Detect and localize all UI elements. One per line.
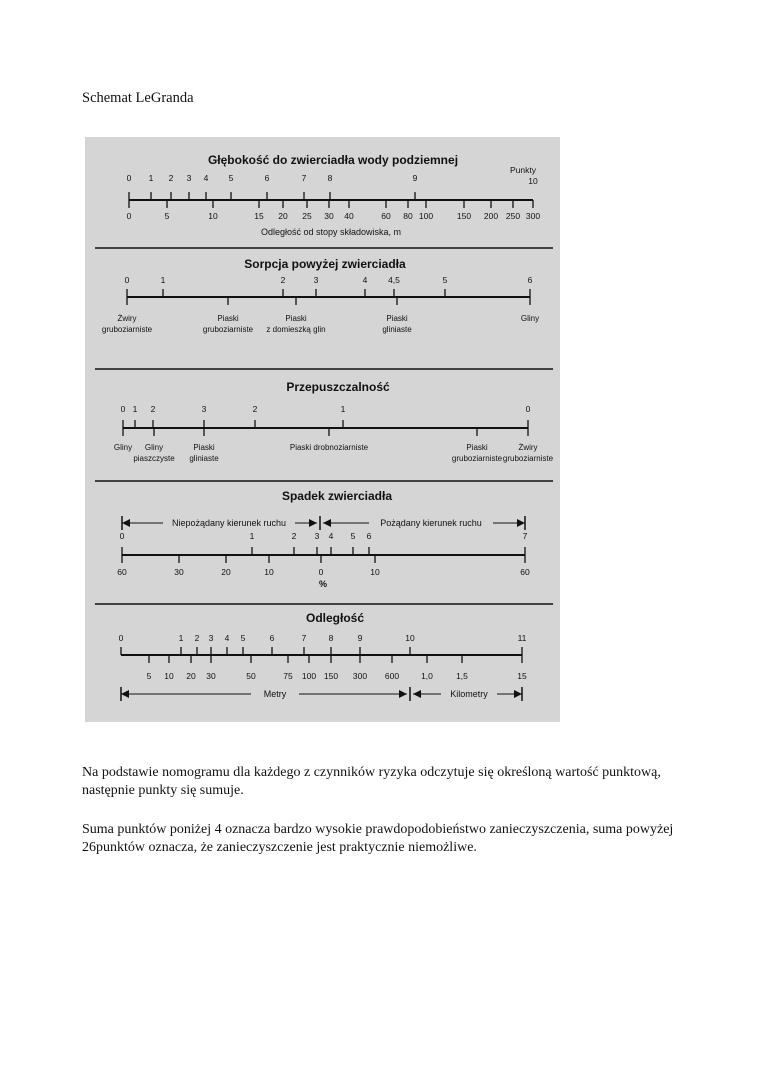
s2-top-label: 0 xyxy=(124,275,130,285)
s2-material-label: gruboziarniste xyxy=(101,325,153,334)
s4-title: Spadek zwierciadła xyxy=(281,489,393,503)
s1-top-label: 3 xyxy=(186,173,192,183)
s4-bottom-label: 30 xyxy=(174,567,184,577)
s4-top-label: 5 xyxy=(350,531,356,541)
s4-top-label: 2 xyxy=(291,531,297,541)
s2-material-label: Piaski xyxy=(386,314,408,323)
s5-bottom-label: 300 xyxy=(352,671,368,681)
s1-top-label: 6 xyxy=(264,173,270,183)
s1-top-label: 0 xyxy=(126,173,132,183)
s3-material-label: gruboziarniste xyxy=(451,454,503,463)
s1-bottom-label: 25 xyxy=(302,211,312,221)
s3-material-label: Gliny xyxy=(144,443,164,452)
s5-top-label: 10 xyxy=(405,633,415,643)
figure-background xyxy=(85,137,560,722)
s2-material-label: gliniaste xyxy=(382,325,412,334)
s5-bottom-label: 15 xyxy=(517,671,527,681)
s4-top-label: 3 xyxy=(314,531,320,541)
s4-bottom-label: 60 xyxy=(520,567,530,577)
s5-top-label: 6 xyxy=(269,633,275,643)
s5-bottom-label: 600 xyxy=(384,671,400,681)
s5-top-label: 4 xyxy=(224,633,230,643)
s4-left-arrow-label: Niepożądany kierunek ruchu xyxy=(171,518,287,528)
s2-top-label: 3 xyxy=(313,275,319,285)
s3-material-label: Żwiry xyxy=(518,443,538,452)
s3-material-label: Gliny xyxy=(113,443,133,452)
s2-top-label: 2 xyxy=(280,275,286,285)
s5-top-label: 8 xyxy=(328,633,334,643)
s1-bottom-label: 0 xyxy=(126,211,132,221)
s1-top-label: 7 xyxy=(301,173,307,183)
s3-title: Przepuszczalność xyxy=(286,380,390,394)
s3-material-label: Piaski drobnoziarniste xyxy=(289,443,369,452)
s3-material-label: piaszczyste xyxy=(133,454,175,463)
s3-top-label: 1 xyxy=(132,404,138,414)
s5-top-label: 2 xyxy=(194,633,200,643)
s5-bottom-label: 20 xyxy=(186,671,196,681)
s2-material-label: Piaski xyxy=(217,314,239,323)
s2-title: Sorpcja powyżej zwierciadła xyxy=(244,257,406,271)
s5-top-label: 9 xyxy=(357,633,363,643)
paragraph-nomogram-usage: Na podstawie nomogramu dla każdego z czynników ryzyka odczytuje się określoną wartość punktową, następnie punkty się sumuje. xyxy=(82,765,661,798)
s3-top-label: 1 xyxy=(340,404,346,414)
s1-caption: Odległość od stopy składowiska, m xyxy=(260,227,402,237)
s5-bottom-label: 30 xyxy=(206,671,216,681)
s3-top-label: 0 xyxy=(525,404,531,414)
page-heading: Schemat LeGranda xyxy=(82,90,194,106)
s2-top-label: 1 xyxy=(160,275,166,285)
s4-bottom-label: 0 xyxy=(318,567,324,577)
s3-top-label: 3 xyxy=(201,404,207,414)
s5-bottom-label: 10 xyxy=(164,671,174,681)
s1-bottom-label: 10 xyxy=(208,211,218,221)
s1-title: Głębokość do zwierciadła wody podziemnej xyxy=(207,153,459,167)
s1-bottom-label: 30 xyxy=(324,211,334,221)
s1-top-label: 5 xyxy=(228,173,234,183)
s5-title: Odległość xyxy=(305,611,365,625)
s1-bottom-label: 60 xyxy=(381,211,391,221)
s1-punkty-label: Punkty xyxy=(510,165,536,175)
s4-bottom-label: 10 xyxy=(370,567,380,577)
s5-top-label: 7 xyxy=(301,633,307,643)
s4-top-label: 7 xyxy=(522,531,528,541)
s2-top-label: 5 xyxy=(442,275,448,285)
paragraph-score-interpretation: Suma punktów poniżej 4 oznacza bardzo wysokie prawdopodobieństwo zanieczyszczenia, suma powyżej 26punktów oznacza, że zanieczyszczenie jest praktycznie niemożliwe. xyxy=(82,822,674,855)
s4-top-label: 1 xyxy=(249,531,255,541)
s1-punkty-value: 10 xyxy=(528,176,538,186)
s1-bottom-label: 200 xyxy=(483,211,499,221)
nomogram-svg xyxy=(85,137,560,722)
s5-bottom-label: 1,5 xyxy=(456,671,468,681)
s1-bottom-label: 40 xyxy=(344,211,354,221)
s1-bottom-label: 15 xyxy=(254,211,264,221)
s1-bottom-label: 250 xyxy=(505,211,521,221)
s2-top-label: 6 xyxy=(527,275,533,285)
s4-top-label: 6 xyxy=(366,531,372,541)
s3-top-label: 2 xyxy=(252,404,258,414)
s5-bottom-label: 150 xyxy=(323,671,339,681)
s1-bottom-label: 300 xyxy=(525,211,541,221)
s1-bottom-label: 100 xyxy=(418,211,434,221)
s3-material-label: gliniaste xyxy=(189,454,219,463)
s3-material-label: Piaski xyxy=(466,443,488,452)
s1-bottom-label: 20 xyxy=(278,211,288,221)
s2-material-label: Gliny xyxy=(520,314,540,323)
s1-top-label: 2 xyxy=(168,173,174,183)
s4-unit: % xyxy=(318,579,328,589)
s2-material-label: z domieszką glin xyxy=(266,325,326,334)
s3-top-label: 0 xyxy=(120,404,126,414)
s2-material-label: Żwiry xyxy=(117,314,137,323)
s5-bottom-label: 50 xyxy=(246,671,256,681)
legrand-nomogram-figure xyxy=(85,137,560,722)
s5-metry-label: Metry xyxy=(263,689,287,699)
s3-material-label: Piaski xyxy=(193,443,215,452)
s2-top-label: 4,5 xyxy=(388,275,400,285)
s4-bottom-label: 10 xyxy=(264,567,274,577)
s5-top-label: 1 xyxy=(178,633,184,643)
s1-bottom-label: 150 xyxy=(456,211,472,221)
s2-material-label: Piaski xyxy=(285,314,307,323)
s1-top-label: 1 xyxy=(148,173,154,183)
s4-bottom-label: 20 xyxy=(221,567,231,577)
s4-top-label: 4 xyxy=(328,531,334,541)
s4-top-label: 0 xyxy=(119,531,125,541)
s1-bottom-label: 80 xyxy=(403,211,413,221)
s4-right-arrow-label: Pożądany kierunek ruchu xyxy=(380,518,482,528)
s5-kilometry-label: Kilometry xyxy=(450,689,488,699)
s5-bottom-label: 75 xyxy=(283,671,293,681)
s3-material-label: gruboziarniste xyxy=(502,454,554,463)
s5-top-label: 3 xyxy=(208,633,214,643)
s1-top-label: 9 xyxy=(412,173,418,183)
s2-material-label: gruboziarniste xyxy=(202,325,254,334)
s4-bottom-label: 60 xyxy=(117,567,127,577)
s1-top-label: 4 xyxy=(203,173,209,183)
s5-top-label: 11 xyxy=(517,633,527,643)
s1-bottom-label: 5 xyxy=(164,211,170,221)
s5-bottom-label: 100 xyxy=(301,671,317,681)
s5-bottom-label: 1,0 xyxy=(421,671,433,681)
s5-bottom-label: 5 xyxy=(146,671,152,681)
s5-top-label: 0 xyxy=(118,633,124,643)
s5-top-label: 5 xyxy=(240,633,246,643)
s2-top-label: 4 xyxy=(362,275,368,285)
s3-top-label: 2 xyxy=(150,404,156,414)
s1-top-label: 8 xyxy=(327,173,333,183)
